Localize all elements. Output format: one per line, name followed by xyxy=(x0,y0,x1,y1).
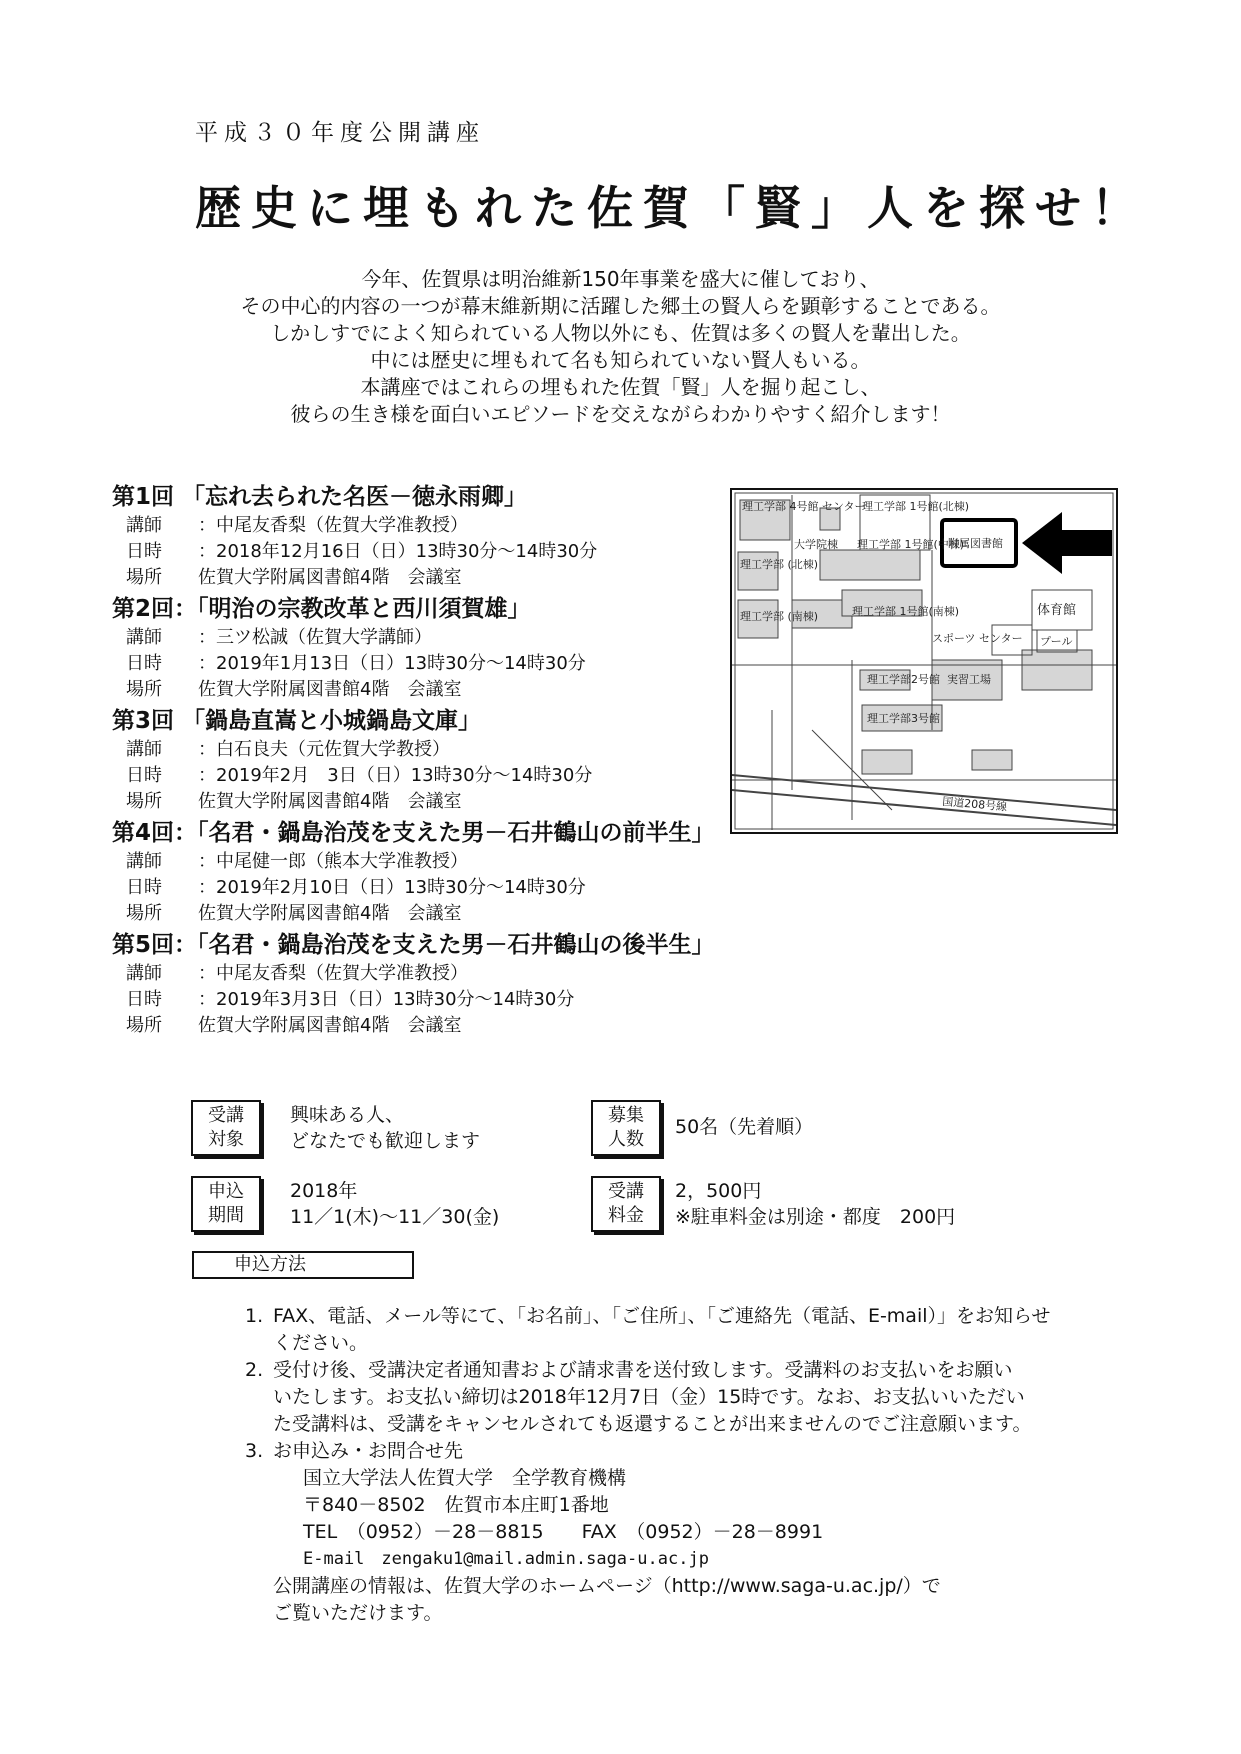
place-label: 場所 xyxy=(126,567,162,588)
target-label: 対象 xyxy=(208,1129,244,1150)
map-label: 国道208号線 xyxy=(941,795,1008,814)
datetime-value: ：2019年1月13日（日）13時30分～14時30分 xyxy=(198,653,586,674)
session-datetime xyxy=(112,763,732,789)
svg-text:スポーツ センター xyxy=(932,632,1023,645)
fee-value xyxy=(675,1178,955,1230)
step-text: 受付け後、受講決定者通知書および請求書を送付致します。受講料のお支払いをお願い xyxy=(273,1359,1013,1381)
map-library-label: 附属図書館 xyxy=(948,537,1003,550)
svg-text:理工学部 (北棟) xyxy=(740,557,818,571)
session-1 xyxy=(112,482,732,591)
place-value: 佐賀大学附属図書館4階 会議室 xyxy=(198,791,462,812)
session-lecturer xyxy=(112,625,732,651)
session-lecturer xyxy=(112,961,732,987)
lecturer-value: ：三ツ松誠（佐賀大学講師） xyxy=(198,627,432,648)
web-info xyxy=(245,1573,1105,1627)
session-title: 第1回 「忘れ去られた名医－徳永雨卿」 xyxy=(112,484,528,510)
target-value-line: どなたでも歓迎します xyxy=(290,1130,481,1152)
page-title: 歴史に埋もれた佐賀「賢」人を探せ！ xyxy=(195,181,1147,235)
lecturer-label: 講師 xyxy=(126,515,162,536)
contact-email[interactable]: E-mail zengaku1@mail.admin.saga-u.ac.jp xyxy=(303,1549,709,1569)
session-datetime xyxy=(112,539,732,565)
step-2 xyxy=(245,1357,1105,1438)
session-datetime xyxy=(112,651,732,677)
campus-map-drawing xyxy=(732,490,1116,832)
svg-text:実習工場 xyxy=(947,672,991,686)
session-place xyxy=(112,565,732,591)
intro-line: 彼らの生き様を面白いエピソードを交えながらわかりやすく紹介します！ xyxy=(290,402,951,426)
place-value: 佐賀大学附属図書館4階 会議室 xyxy=(198,1015,462,1036)
lecturer-value: ：中尾友香梨（佐賀大学准教授） xyxy=(198,515,468,536)
session-place xyxy=(112,677,732,703)
session-lecturer xyxy=(112,513,732,539)
lecturer-label: 講師 xyxy=(126,963,162,984)
datetime-label: 日時 xyxy=(126,989,162,1010)
session-place xyxy=(112,789,732,815)
capacity-label: 人数 xyxy=(608,1129,644,1150)
fee-value-line: 2，500円 xyxy=(675,1180,762,1202)
method-steps xyxy=(245,1303,1105,1627)
place-value: 佐賀大学附属図書館4階 会議室 xyxy=(198,903,462,924)
period-value-line: 2018年 xyxy=(290,1180,358,1202)
lecturer-label: 講師 xyxy=(126,739,162,760)
session-datetime xyxy=(112,875,732,901)
intro-line: しかしすでによく知られている人物以外にも、佐賀は多くの賢人を輩出した。 xyxy=(270,321,971,345)
intro-paragraph xyxy=(0,266,1241,428)
session-place xyxy=(112,901,732,927)
map-label: スポーツ センター xyxy=(932,632,1023,645)
map-label: 実習工場 xyxy=(947,673,991,686)
lecturer-value: ：白石良夫（元佐賀大学教授） xyxy=(198,739,450,760)
lecturer-value: ：中尾健一郎（熊本大学准教授） xyxy=(198,851,468,872)
contact-address: 〒840－8502 佐賀市本庄町1番地 xyxy=(303,1494,609,1516)
contact-tel-fax: TEL （0952）－28－8815 FAX （0952）－28－8991 xyxy=(303,1521,824,1543)
place-label: 場所 xyxy=(126,679,162,700)
capacity-label: 募集 xyxy=(608,1105,644,1126)
svg-text:大学院棟 xyxy=(794,537,838,551)
datetime-value: ：2018年12月16日（日）13時30分～14時30分 xyxy=(198,541,598,562)
session-2 xyxy=(112,594,732,703)
lecturer-label: 講師 xyxy=(126,627,162,648)
intro-line: 今年、佐賀県は明治維新150年事業を盛大に催しており、 xyxy=(361,267,880,291)
svg-text:理工学部 1号館(南棟) xyxy=(852,604,959,618)
map-label: 理工学部 4号館 センター xyxy=(742,500,866,513)
session-title: 第5回：「名君・鍋島治茂を支えた男－石井鶴山の後半生」 xyxy=(112,932,715,958)
lecturer-label: 講師 xyxy=(126,851,162,872)
web-info-line: 公開講座の情報は、佐賀大学のホームページ（http://www.saga-u.ac.jp/）で xyxy=(273,1575,941,1597)
step-number: 2. xyxy=(245,1359,264,1381)
period-label: 申込 xyxy=(208,1181,244,1202)
lecturer-value: ：中尾友香梨（佐賀大学准教授） xyxy=(198,963,468,984)
session-title: 第2回：「明治の宗教改革と西川須賀雄」 xyxy=(112,596,531,622)
fee-label: 受講 xyxy=(608,1181,644,1202)
svg-text:理工学部 4号館 センター xyxy=(742,499,866,513)
map-label: 大学院棟 xyxy=(794,538,838,551)
map-label: プール xyxy=(1040,635,1073,648)
period-value xyxy=(290,1178,499,1230)
place-value: 佐賀大学附属図書館4階 会議室 xyxy=(198,679,462,700)
svg-text:理工学部3号館 xyxy=(867,711,940,725)
period-label-box xyxy=(191,1176,261,1232)
capacity-value: 50名（先着順） xyxy=(675,1116,814,1138)
intro-line: 本講座ではこれらの埋もれた佐賀「賢」人を掘り起こし、 xyxy=(360,375,881,399)
session-lecturer xyxy=(112,737,732,763)
svg-text:理工学部2号館 xyxy=(867,672,940,686)
campus-map xyxy=(730,488,1118,834)
datetime-label: 日時 xyxy=(126,877,162,898)
session-title: 第4回：「名君・鍋島治茂を支えた男－石井鶴山の前半生」 xyxy=(112,820,715,846)
datetime-label: 日時 xyxy=(126,765,162,786)
datetime-value: ：2019年3月3日（日）13時30分～14時30分 xyxy=(198,989,575,1010)
contact-org: 国立大学法人佐賀大学 全学教育機構 xyxy=(303,1467,627,1489)
fee-label-box xyxy=(591,1176,661,1232)
datetime-label: 日時 xyxy=(126,653,162,674)
session-3 xyxy=(112,706,732,815)
svg-text:理工学部 1号館(北棟) xyxy=(862,499,969,513)
session-list xyxy=(112,482,732,1042)
map-label: 理工学部2号館 xyxy=(867,673,940,686)
map-label: 理工学部 1号館(南棟) xyxy=(852,605,960,618)
subtitle: 平成３０年度公開講座 xyxy=(195,120,485,146)
session-lecturer xyxy=(112,849,732,875)
session-title: 第3回 「鍋島直嵩と小城鍋島文庫」 xyxy=(112,708,482,734)
svg-text:体育館 xyxy=(1037,602,1076,618)
session-4 xyxy=(112,818,732,927)
step-1 xyxy=(245,1303,1105,1357)
step-text: た受講料は、受講をキャンセルされても返還することが出来ませんのでご注意願います。 xyxy=(273,1413,1032,1435)
datetime-value: ：2019年2月 3日（日）13時30分～14時30分 xyxy=(198,765,593,786)
intro-line: その中心的内容の一つが幕末維新期に活躍した郷土の賢人らを顕彰することである。 xyxy=(240,294,1001,318)
fee-value-line: ※駐車料金は別途・都度 200円 xyxy=(675,1206,956,1228)
web-info-line: ご覧いただけます。 xyxy=(273,1602,443,1624)
intro-line: 中には歴史に埋もれて名も知られていない賢人もいる。 xyxy=(370,348,871,372)
svg-text:プール xyxy=(1040,635,1072,648)
target-value xyxy=(290,1102,480,1154)
place-label: 場所 xyxy=(126,903,162,924)
period-value-line: 11／1(木)～11／30(金) xyxy=(290,1206,500,1228)
step-number: 3. xyxy=(245,1440,264,1462)
place-value: 佐賀大学附属図書館4階 会議室 xyxy=(198,567,462,588)
step-3 xyxy=(245,1438,1105,1465)
map-label: 理工学部 (南棟) xyxy=(740,610,819,623)
step-text: FAX、電話、メール等にて、「お名前」、「ご住所」、「ご連絡先（電話、E-mail）」をお知らせ xyxy=(273,1305,1051,1327)
method-heading: 申込方法 xyxy=(192,1251,414,1279)
map-label: 理工学部 1号館(中棟) xyxy=(857,538,965,551)
step-text: お申込み・お問合せ先 xyxy=(273,1440,464,1462)
map-label: 体育館 xyxy=(1037,603,1077,618)
contact-info xyxy=(245,1465,1105,1573)
map-label: 理工学部 (北棟) xyxy=(740,558,819,571)
map-label: 理工学部3号館 xyxy=(867,712,940,725)
session-5 xyxy=(112,930,732,1039)
place-label: 場所 xyxy=(126,1015,162,1036)
period-label: 期間 xyxy=(208,1205,244,1226)
svg-text:理工学部 1号館(中棟) xyxy=(857,537,964,551)
datetime-value: ：2019年2月10日（日）13時30分～14時30分 xyxy=(198,877,586,898)
datetime-label: 日時 xyxy=(126,541,162,562)
fee-label: 料金 xyxy=(608,1205,644,1226)
step-text: いたします。お支払い締切は2018年12月7日（金）15時です。なお、お支払いいただい xyxy=(273,1386,1025,1408)
session-place xyxy=(112,1013,732,1039)
svg-text:理工学部 (南棟) xyxy=(740,609,818,623)
step-text: ください。 xyxy=(273,1332,369,1354)
map-label: 理工学部 1号館(北棟) xyxy=(862,500,970,513)
capacity-label-box xyxy=(591,1100,661,1156)
place-label: 場所 xyxy=(126,791,162,812)
target-label-box xyxy=(191,1100,261,1156)
step-number: 1. xyxy=(245,1305,264,1327)
session-datetime xyxy=(112,987,732,1013)
target-value-line: 興味ある人、 xyxy=(290,1104,405,1126)
target-label: 受講 xyxy=(208,1105,244,1126)
